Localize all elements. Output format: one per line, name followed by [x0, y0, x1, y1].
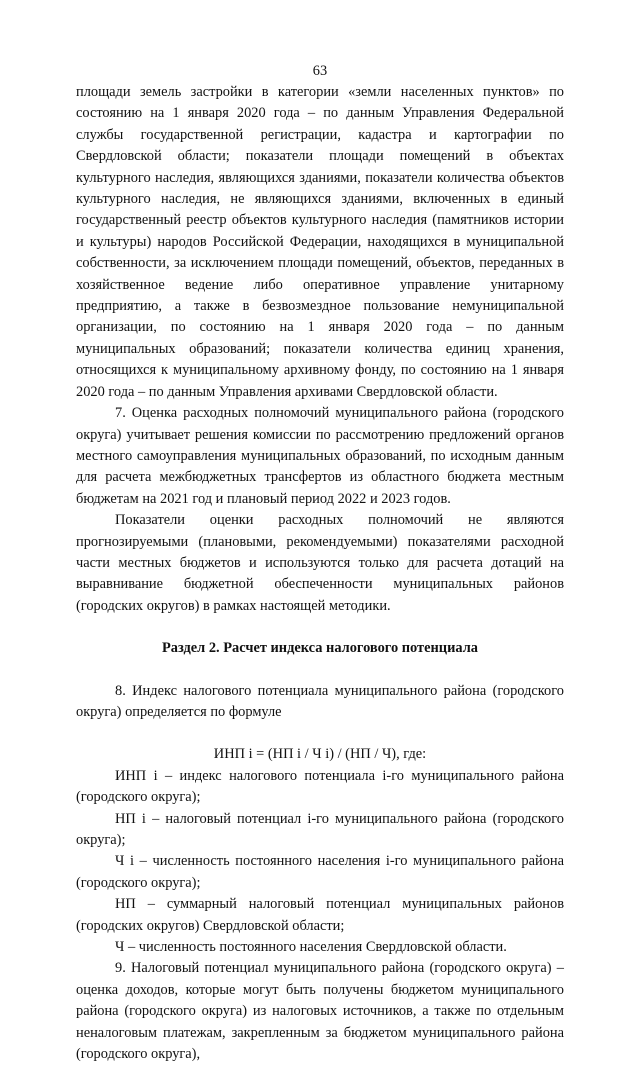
spacer — [76, 617, 564, 638]
definition-ch-i: Ч i – численность постоянного населения i-го муниципального района (городского округа); — [76, 853, 564, 891]
formula: ИНП i = (НП i / Ч i) / (НП / Ч), где: — [213, 746, 427, 763]
definition-np-i: НП i – налоговый потенциал i-го муниципального района (городского округа); — [76, 810, 564, 848]
paragraph-continuation: площади земель застройки в категории «земли населенных пунктов» по состоянию на 1 января 2020 года – по данным Управления Федеральной службы государственной регистрации, кадастра и картографии по Свердловской области; показатели площади помещений в объектах культурного наследия, являющихся зданиями, показатели количества объектов культурного наследия, не являющихся зданиями, включенных в единый государственный реестр объектов культурного наследия (памятников истории и культуры) народов Российской Федерации, находящихся в муниципальной собственности, за исключением площади помещений, объектов, переданных в хозяйственное ведение либо оперативное управление унитарному предприятию, а также в безвозмездное пользование немуниципальной организации, по состоянию на 1 января 2020 года – по данным муниципальных образований; показатели количества единиц хранения, относящихся к муниципальному архивному фонду, по состоянию на 1 января 2020 года – по данным Управления архивами Свердловской области. — [76, 84, 564, 400]
definition-ch: Ч – численность постоянного населения Свердловской области. — [115, 939, 507, 956]
paragraph-indicators-note: Показатели оценки расходных полномочий не являются прогнозируемыми (плановыми, рекомендуемыми) показателями расходной части местных бюджетов и используются только для расчета дотаций на выравнивание бюджетной обеспеченности муниципальных районов (городских округов) в рамках настоящей методики. — [76, 512, 564, 614]
document-body — [76, 82, 564, 1065]
spacer — [76, 660, 564, 681]
definition-np: НП – суммарный налоговый потенциал муниципальных районов (городских округов) Свердловской области; — [76, 896, 564, 934]
paragraph-item-8: 8. Индекс налогового потенциала муниципального района (городского округа) определяется по формуле — [76, 682, 564, 720]
definition-inp-i: ИНП i – индекс налогового потенциала i-го муниципального района (городского округа); — [76, 767, 564, 806]
section-heading: Раздел 2. Расчет индекса налогового потенциала — [162, 640, 478, 657]
page-number: 63 — [312, 63, 328, 79]
spacer — [76, 723, 564, 744]
paragraph-item-9: 9. Налоговый потенциал муниципального района (городского округа) – оценка доходов, которые могут быть получены бюджетом муниципального района (городского округа) из налоговых источников, а также по отдельным неналоговым платежам, закрепленным за бюджетом муниципального района (городского округа), — [76, 960, 564, 1063]
paragraph-item-7: 7. Оценка расходных полномочий муниципального района (городского округа) учитывает решения комиссии по рассмотрению предложений органов местного самоуправления муниципальных образований, по исходным данным для расчета межбюджетных трансфертов из областного бюджета местным бюджетам на 2021 год и плановый период 2022 и 2023 годов. — [76, 405, 564, 507]
